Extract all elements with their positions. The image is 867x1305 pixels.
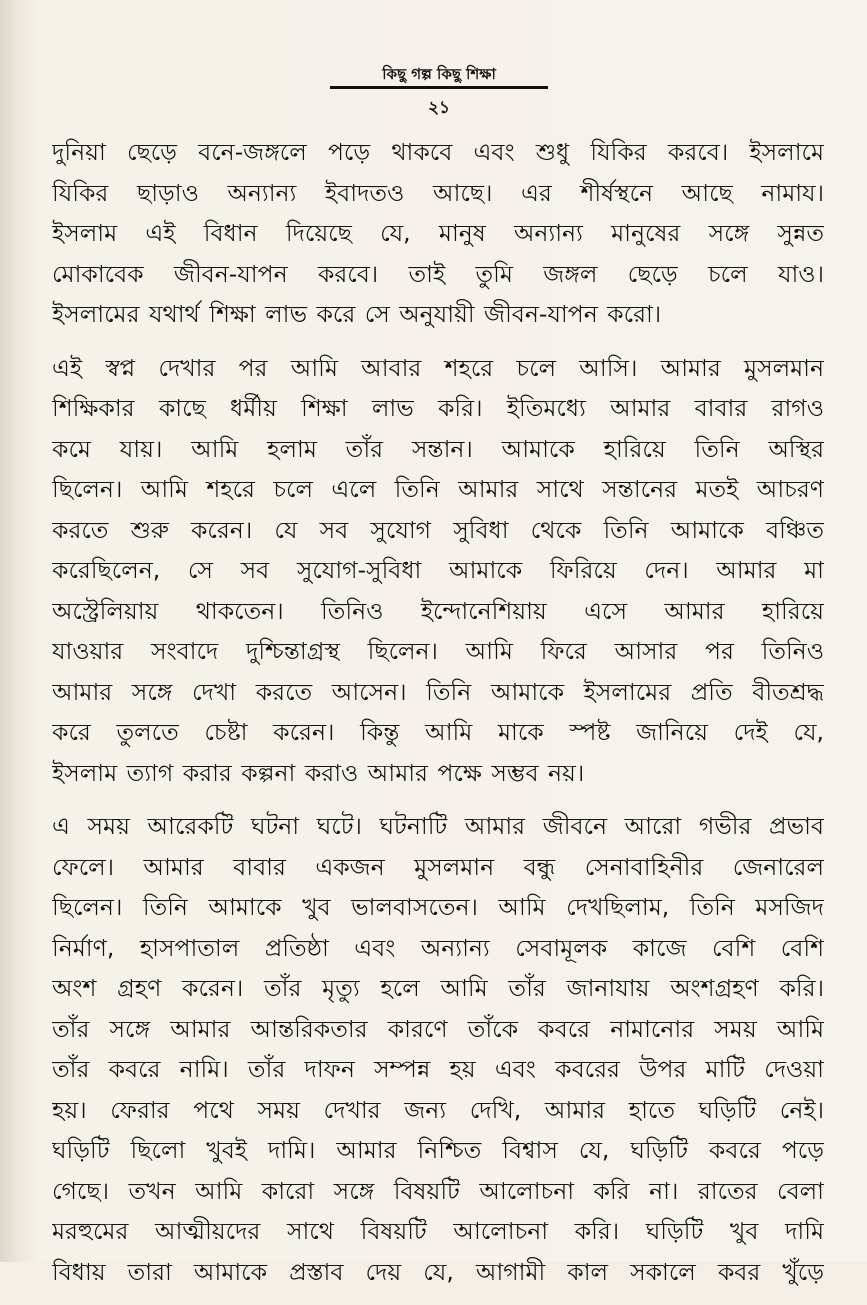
text-line: আমার সঙ্গে দেখা করতে আসেন। তিনি আমাকে ইসলামের প্রতি বীতশ্রদ্ধ [52, 677, 824, 706]
text-line: করতে শুরু করেন। যে সব সুযোগ সুবিধা থেকে তিনি আমাকে বঞ্চিত [52, 515, 824, 544]
text-line: ইসলাম ত্যাগ করার কল্পনা করাও আমার পক্ষে সম্ভব নয়। [52, 758, 585, 787]
paragraph-1 [52, 132, 824, 335]
text-line: নির্মাণ, হাসপাতাল প্রতিষ্ঠা এবং অন্যান্য সেবামূলক কাজে বেশি বেশি [52, 933, 824, 962]
text-line: অস্ট্রেলিয়ায় থাকতেন। তিনিও ইন্দোনেশিয়ায় এসে আমার হারিয়ে [52, 596, 824, 625]
text-line: বিধায় তারা আমাকে প্রস্তাব দেয় যে, আগামী কাল সকালে কবর খুঁড়ে [52, 1257, 824, 1286]
text-line: অংশ গ্রহণ করেন। তাঁর মৃত্যু হলে আমি তাঁর জানাযায় অংশগ্রহণ করি। [52, 974, 824, 1002]
paragraph-3 [52, 806, 824, 1292]
text-line: ছিলেন। তিনি আমাকে খুব ভালবাসতেন। আমি দেখছিলাম, তিনি মসজিদ [52, 893, 824, 921]
text-line: দুনিয়া ছেড়ে বনে-জঙ্গলে পড়ে থাকবে এবং শুধু যিকির করবে। ইসলামে [52, 138, 824, 166]
text-line: ইসলামের যথার্থ শিক্ষা লাভ করে সে অনুযায়ী জীবন-যাপন করো। [52, 300, 662, 328]
text-line: গেছে। তখন আমি কারো সঙ্গে বিষয়টি আলোচনা করি না। রাতের বেলা [52, 1176, 824, 1205]
text-line: কমে যায়। আমি হলাম তাঁর সন্তান। আমাকে হারিয়ে তিনি অস্থির [52, 434, 824, 463]
header-divider [330, 86, 548, 89]
text-line: মরহুমের আত্মীয়দের সাথে বিষয়টি আলোচনা করি। ঘড়িটি খুব দামি [52, 1217, 824, 1245]
body-text [52, 132, 824, 1305]
text-line: করে তুলতে চেষ্টা করেন। কিন্তু আমি মাকে স্পষ্ট জানিয়ে দেই যে, [52, 718, 824, 746]
text-line: তাঁর সঙ্গে আমার আন্তরিকতার কারণে তাঁকে কবরে নামানোর সময় আমি [52, 1014, 824, 1043]
text-line: ছিলেন। আমি শহরে চলে এলে তিনি আমার সাথে সন্তানের মতই আচরণ [52, 475, 824, 503]
book-title: কিছু গল্প কিছু শিক্ষা [382, 65, 496, 83]
text-line: তাঁর কবরে নামি। তাঁর দাফন সম্পন্ন হয় এবং কবরের উপর মাটি দেওয়া [52, 1055, 824, 1083]
text-line: যিকির ছাড়াও অন্যান্য ইবাদতও আছে। এর শীর্ষস্থনে আছে নামায। [52, 178, 824, 207]
page-number: ২১ [427, 98, 451, 118]
text-line: শিক্ষিকার কাছে ধর্মীয় শিক্ষা লাভ করি। ইতিমধ্যে আমার বাবার রাগও [52, 394, 824, 422]
text-line: ঘড়িটি ছিলো খুবই দামি। আমার নিশ্চিত বিশ্বাস যে, ঘড়িটি কবরে পড়ে [52, 1136, 824, 1164]
text-line: করেছিলেন, সে সব সুযোগ-সুবিধা আমাকে ফিরিয়ে দেন। আমার মা [52, 556, 824, 584]
text-line: হয়। ফেরার পথে সময় দেখার জন্য দেখি, আমার হাতে ঘড়িটি নেই। [52, 1095, 824, 1124]
text-line: মোকাবেক জীবন-যাপন করবে। তাই তুমি জঙ্গল ছেড়ে চলে যাও। [52, 259, 824, 288]
text-line: ইসলাম এই বিধান দিয়েছে যে, মানুষ অন্যান্য মানুষের সঙ্গে সুন্নত [52, 219, 824, 247]
text-line: ফেলে। আমার বাবার একজন মুসলমান বন্ধু সেনাবাহিনীর জেনারেল [52, 852, 824, 881]
text-line: এ সময় আরেকটি ঘটনা ঘটে। ঘটনাটি আমার জীবনে আরো গভীর প্রভাব [52, 812, 824, 840]
text-line: যাওয়ার সংবাদে দুশ্চিন্তাগ্রস্থ ছিলেন। আমি ফিরে আসার পর তিনিও [52, 637, 824, 665]
running-header [330, 64, 548, 89]
paragraph-2 [52, 348, 824, 794]
text-line: এই স্বপ্ন দেখার পর আমি আবার শহরে চলে আসি। আমার মুসলমান [52, 353, 824, 382]
